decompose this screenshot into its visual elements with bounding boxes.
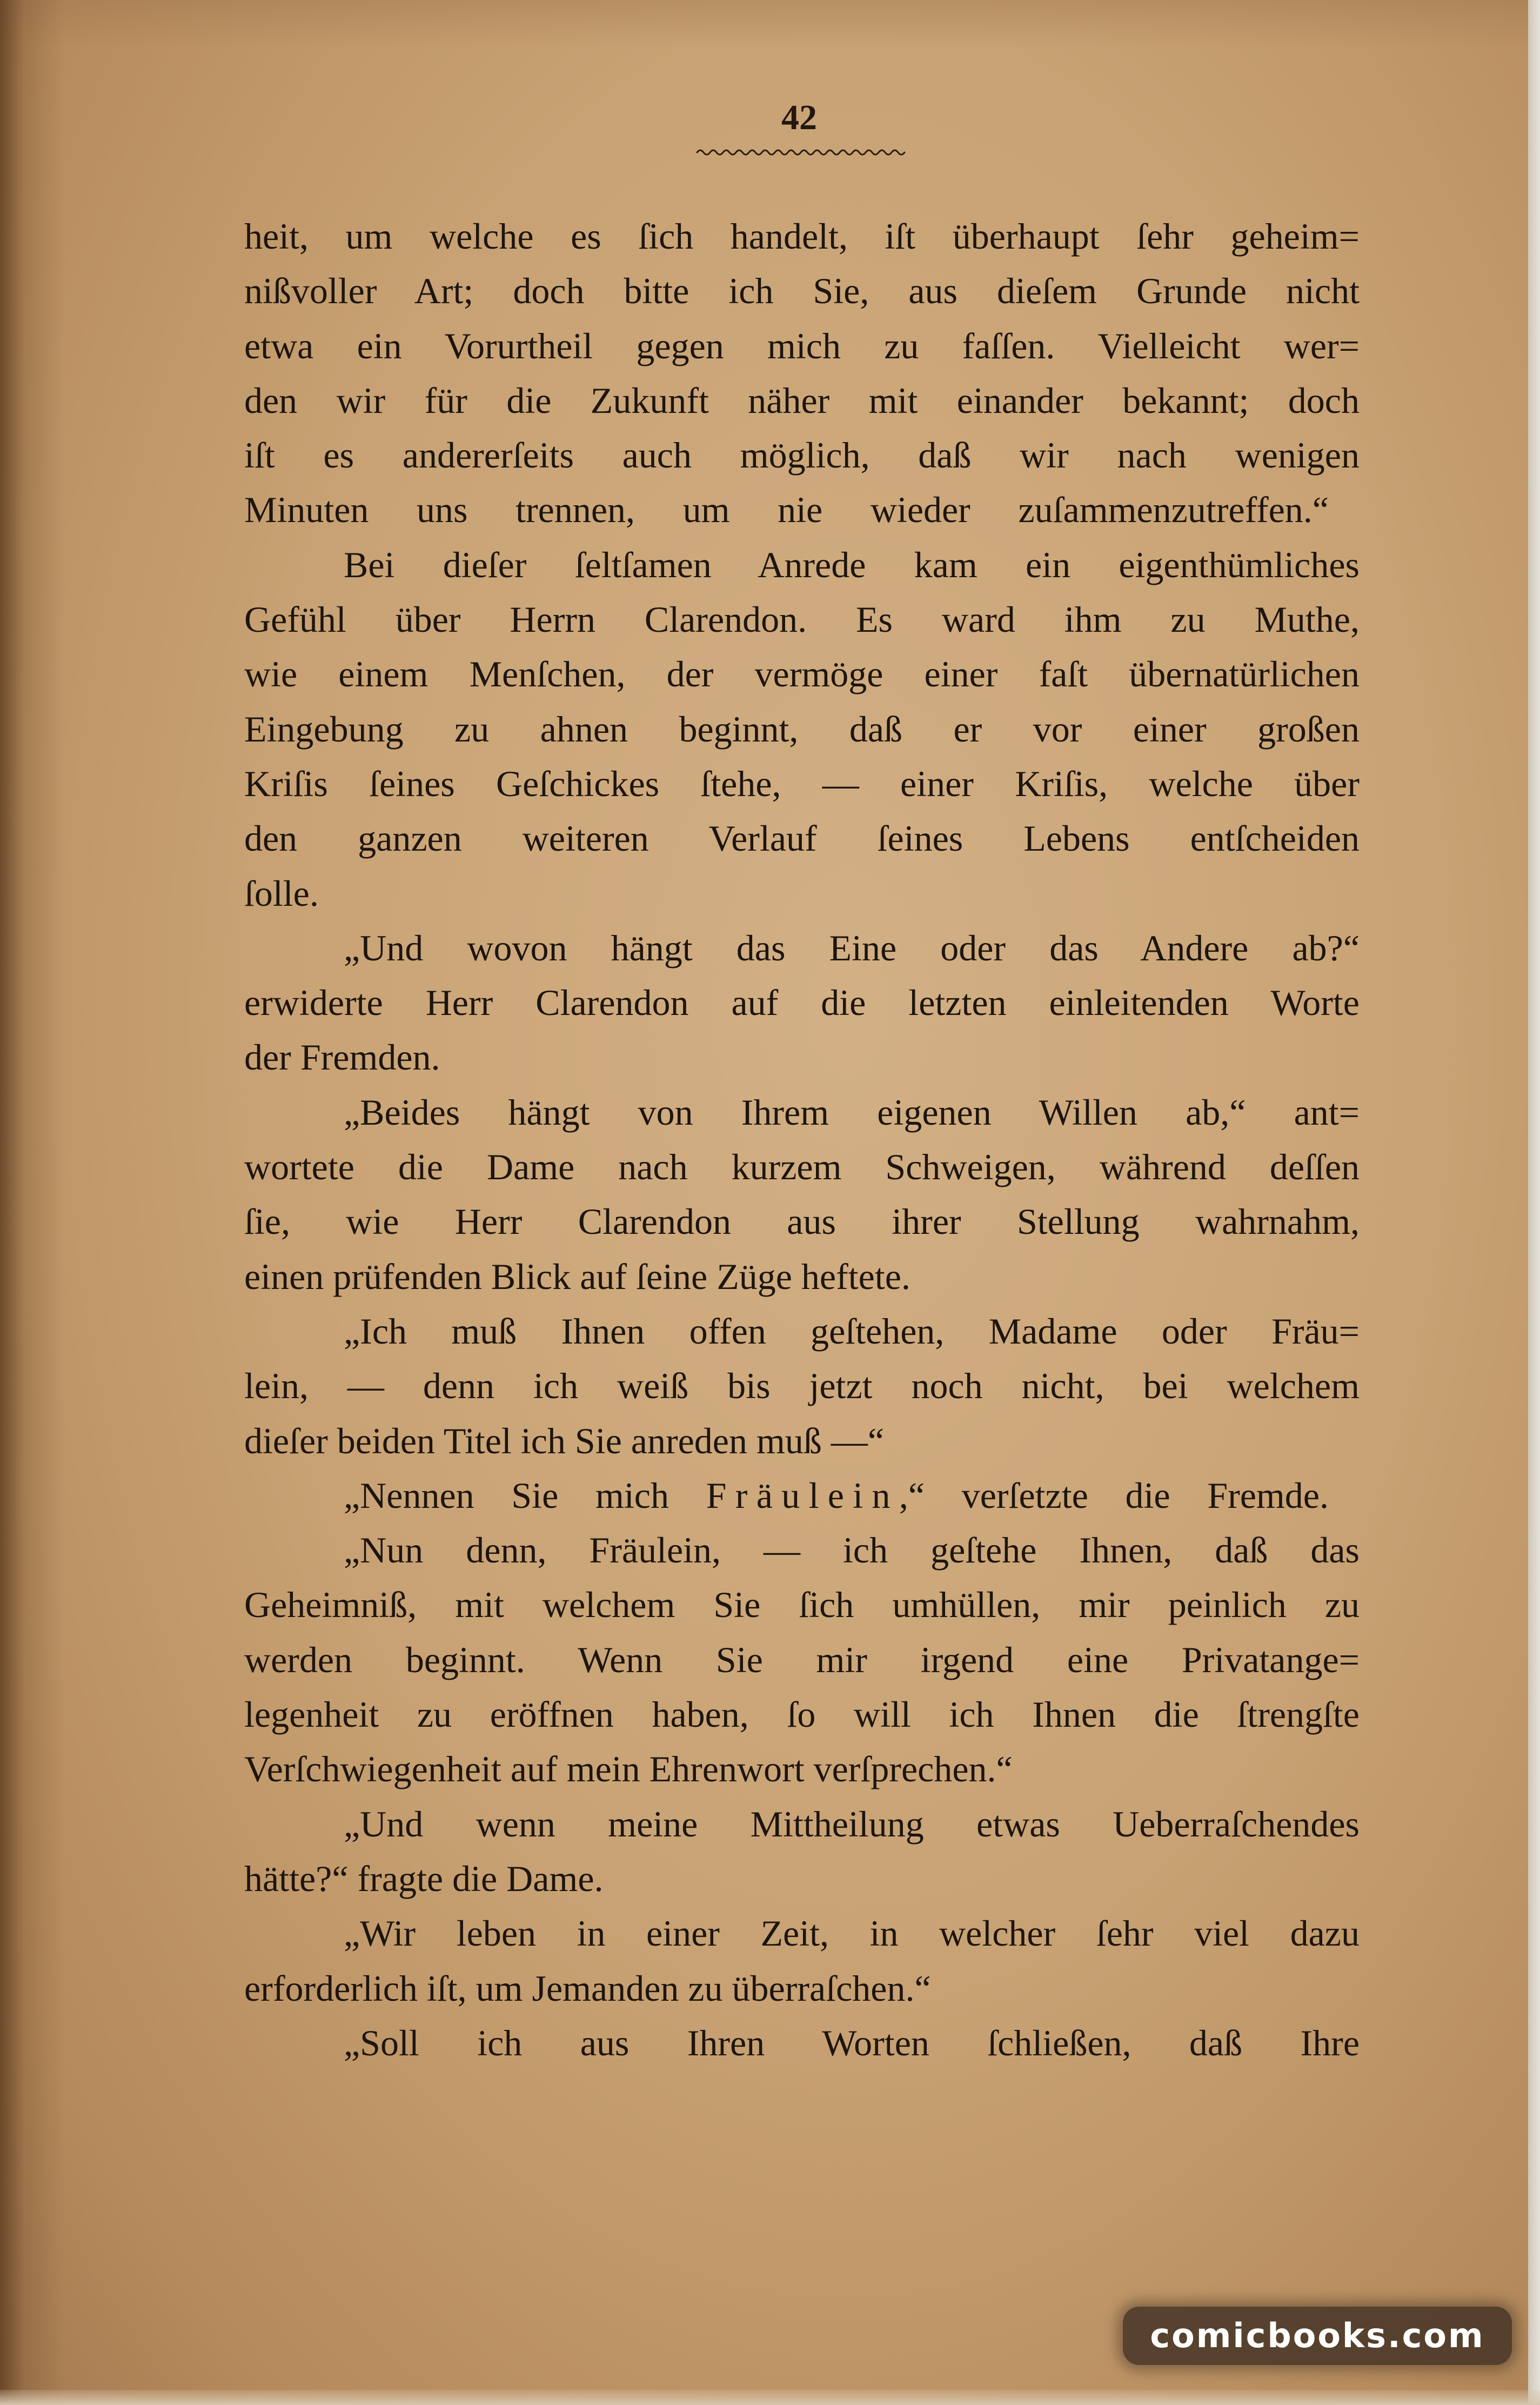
paragraph [244,921,1360,1085]
text-line: „Und wenn meine Mittheilung etwas Ueberraſchendes [344,1803,1360,1845]
text-line: Eingebung zu ahnen beginnt, daß er vor einer großen [244,708,1360,750]
paragraph [244,2016,1360,2070]
page-edge-right [1528,0,1540,2405]
paragraph [244,1304,1360,1468]
spaced-word: Fräulein [706,1474,899,1516]
paragraph [244,1797,1360,1907]
text-line: „Nun denn, Fräulein, — ich geſtehe Ihnen, daß das [344,1529,1360,1571]
text-line: iſt es andererſeits auch möglich, daß wir nach wenigen [244,435,1360,476]
text-line: einen prüfenden Blick auf ſeine Züge heftete. [244,1255,910,1297]
text-line: „Soll ich aus Ihren Worten ſchließen, daß Ihre [344,2022,1360,2063]
text-line: erwiderte Herr Clarendon auf die letzten einleitenden Worte [244,982,1360,1024]
text-line: wie einem Menſchen, der vermöge einer faſt übernatürlichen [244,653,1360,695]
text-line: Gefühl über Herrn Clarendon. Es ward ihm zu Muthe, [244,599,1360,640]
text-line: heit, um welche es ſich handelt, iſt überhaupt ſehr geheim= [244,216,1360,257]
page-number: 42 [781,98,817,137]
text-line: nißvoller Art; doch bitte ich Sie, aus dieſem Grunde nicht [244,270,1360,312]
text-segment: „Nennen Sie mich [344,1474,706,1516]
text-line: erforderlich iſt, um Jemanden zu überraſchen.“ [244,1967,931,2009]
text-line: „Beides hängt von Ihrem eigenen Willen ab,“ ant= [344,1091,1360,1133]
text-line: lein, — denn ich weiß bis jetzt noch nicht, bei welchem [244,1365,1360,1407]
text-line: „Und wovon hängt das Eine oder das Andere ab?“ [344,927,1360,968]
text-line: Kriſis ſeines Geſchickes ſtehe, — einer Kriſis, welche über [244,763,1360,804]
page-number-ornament [695,146,911,159]
body-text [244,209,1360,2070]
text-line: hätte?“ fragte die Dame. [244,1858,604,1899]
paragraph [244,538,1360,921]
text-line: den ganzen weiteren Verlauf ſeines Lebens entſcheiden [244,818,1360,859]
text-line: der Fremden. [244,1037,440,1078]
text-line: wortete die Dame nach kurzem Schweigen, während deſſen [244,1146,1360,1188]
paragraph [244,1523,1360,1796]
text-line: etwa ein Vorurtheil gegen mich zu faſſen. Vielleicht wer= [244,325,1360,366]
text-line: Minuten uns trennen, um nie wieder zuſammenzutreffen.“ [244,489,1329,531]
text-line: werden beginnt. Wenn Sie mir irgend eine Privatange= [244,1639,1360,1680]
watermark [1123,2307,1512,2365]
text-line: „Wir leben in einer Zeit, in welcher ſehr viel dazu [344,1913,1360,1954]
text-segment: ,“ verſetzte die Fremde. [899,1474,1329,1516]
page-edge-bottom [0,2390,1540,2405]
text-line: legenheit zu eröffnen haben, ſo will ich Ihnen die ſtrengſte [244,1694,1360,1735]
paragraph [244,1085,1360,1304]
paragraph [244,1906,1360,2016]
text-line [244,1468,1329,1523]
text-line: dieſer beiden Titel ich Sie anreden muß —“ [244,1420,885,1461]
text-line: Verſchwiegenheit auf mein Ehrenwort verſprechen.“ [244,1748,1013,1790]
text-line: „Ich muß Ihnen offen geſtehen, Madame oder Fräu= [344,1310,1360,1352]
watermark-label: comicbooks.com [1150,2316,1485,2355]
text-line: Geheimniß, mit welchem Sie ſich umhüllen, mir peinlich zu [244,1584,1360,1626]
text-line: ſolle. [244,872,319,914]
text-line: Bei dieſer ſeltſamen Anrede kam ein eigenthümliches [344,544,1360,585]
text-line: den wir für die Zukunft näher mit einander bekannt; doch [244,379,1360,421]
text-line: ſie, wie Herr Clarendon aus ihrer Stellung wahrnahm, [244,1201,1360,1242]
wavy-line [697,150,905,155]
paragraph [244,209,1360,538]
paragraph [244,1468,1360,1523]
